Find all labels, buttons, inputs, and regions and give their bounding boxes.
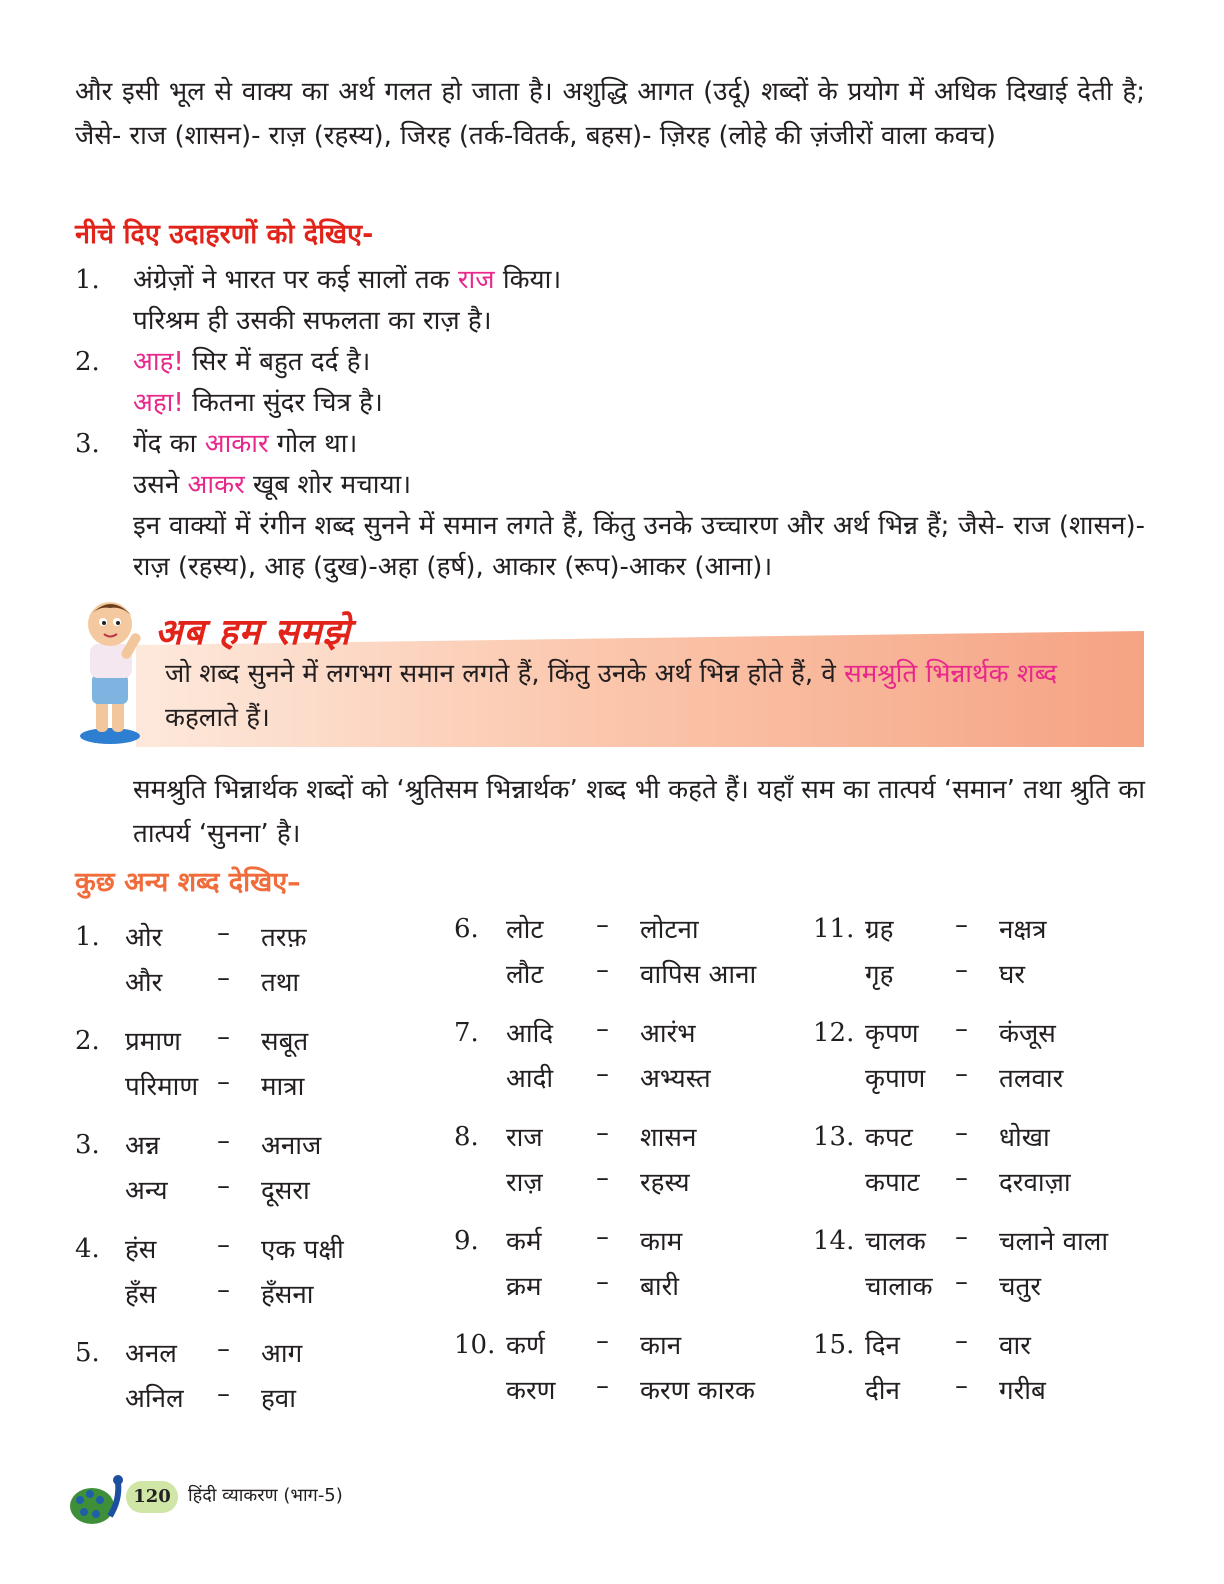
word-pair-item [75, 1230, 405, 1320]
dash: – [596, 910, 609, 940]
word: और [125, 968, 163, 998]
meaning: करण कारक [640, 1376, 755, 1406]
page-number: 120 [126, 1481, 178, 1513]
dash: – [955, 1014, 968, 1044]
item-number: 7. [454, 1018, 479, 1048]
dash: – [955, 955, 968, 985]
example-number: 1. [75, 265, 100, 295]
note-paragraph: समश्रुति भिन्नार्थक शब्दों को ‘श्रुतिसम भिन्नार्थक’ शब्द भी कहते हैं। यहाँ सम का तात्पर्य ‘समान’ तथा श्रुति का तात्पर्य ‘सुनना’ है। [133, 775, 1145, 849]
word: चालक [865, 1227, 926, 1257]
word: कृपण [865, 1019, 919, 1049]
example-sentence [133, 424, 357, 465]
word-pair-item [813, 1014, 1143, 1104]
word: हँस [125, 1280, 157, 1310]
word-pair-item [454, 1014, 784, 1104]
meaning: घर [999, 960, 1026, 990]
item-number: 9. [454, 1226, 479, 1256]
item-number: 13. [813, 1122, 855, 1152]
text: गेंद का [133, 429, 205, 459]
word: लोट [506, 915, 544, 945]
meaning: चलाने वाला [999, 1227, 1109, 1257]
dash: – [596, 1059, 609, 1089]
meaning: तथा [261, 968, 300, 998]
dash: – [217, 1126, 230, 1156]
meaning: हवा [261, 1384, 296, 1414]
example-number: 2. [75, 347, 100, 377]
box-title: अब हम समझे [155, 611, 351, 653]
meaning: एक पक्षी [261, 1235, 344, 1265]
word: कर्म [506, 1227, 542, 1257]
word-column-1 [75, 918, 405, 1458]
meaning: तलवार [999, 1064, 1064, 1094]
meaning: वार [999, 1331, 1031, 1361]
text: खूब शोर मचाया। [244, 470, 412, 500]
dash: – [596, 1326, 609, 1356]
dash: – [955, 1326, 968, 1356]
word: अन्न [125, 1131, 160, 1161]
meaning: अभ्यस्त [640, 1064, 711, 1094]
meaning: आरंभ [640, 1019, 696, 1049]
highlight-word: राज [457, 265, 495, 295]
word: चालाक [865, 1272, 933, 1302]
meaning: वापिस आना [640, 960, 757, 990]
meaning: नक्षत्र [999, 915, 1047, 945]
text: किया। [494, 265, 562, 295]
word: कृपाण [865, 1064, 926, 1094]
text: कितना सुंदर चित्र है। [183, 388, 383, 418]
word: अनल [125, 1339, 177, 1369]
example-2 [75, 342, 1145, 424]
example-sentence [133, 301, 492, 342]
word-pair-item [454, 1326, 784, 1416]
item-number: 6. [454, 914, 479, 944]
book-title: हिंदी व्याकरण (भाग-5) [188, 1485, 343, 1506]
word: दीन [865, 1376, 900, 1406]
word: परिमाण [125, 1072, 199, 1102]
word-pair-item [813, 1326, 1143, 1416]
definition-text [165, 652, 1105, 740]
example-3 [75, 424, 1145, 506]
example-sentence [133, 342, 370, 383]
word-column-2 [454, 910, 784, 1450]
meaning: काम [640, 1227, 683, 1257]
word: क्रम [506, 1272, 542, 1302]
dash: – [955, 1222, 968, 1252]
dash: – [955, 1118, 968, 1148]
dash: – [596, 955, 609, 985]
dash: – [217, 918, 230, 948]
dash: – [217, 1230, 230, 1260]
dash: – [217, 1022, 230, 1052]
dash: – [955, 1163, 968, 1193]
meaning: चतुर [999, 1272, 1041, 1302]
dash: – [596, 1267, 609, 1297]
dash: – [596, 1222, 609, 1252]
highlight-word: अहा! [133, 388, 184, 418]
meaning: गरीब [999, 1376, 1046, 1406]
meaning: आग [261, 1339, 303, 1369]
peacock-icon [70, 1470, 130, 1530]
word-pair-item [454, 1222, 784, 1312]
word-column-3 [813, 910, 1143, 1450]
word: करण [506, 1376, 556, 1406]
dash: – [596, 1014, 609, 1044]
dash: – [217, 1334, 230, 1364]
text: जो शब्द सुनने में लगभग समान लगते हैं, किंतु उनके अर्थ भिन्न होते हैं, वे [165, 659, 845, 689]
word: कर्ण [506, 1331, 545, 1361]
word: ओर [125, 923, 163, 953]
words-heading: कुछ अन्य शब्द देखिए– [75, 867, 301, 898]
word: दिन [865, 1331, 900, 1361]
examples-heading: नीचे दिए उदाहरणों को देखिए- [75, 219, 374, 250]
dash: – [955, 910, 968, 940]
meaning: कंजूस [999, 1019, 1056, 1049]
word: आदी [506, 1064, 554, 1094]
word: लौट [506, 960, 544, 990]
text: सिर में बहुत दर्द है। [183, 347, 371, 377]
meaning: तरफ़ [261, 923, 307, 953]
dash: – [955, 1059, 968, 1089]
word-pair-item [75, 918, 405, 1008]
item-number: 5. [75, 1338, 100, 1368]
text: उसने [133, 470, 188, 500]
dash: – [217, 1275, 230, 1305]
meaning: अनाज [261, 1131, 322, 1161]
example-sentence [133, 465, 411, 506]
boy-mascot-illustration [72, 596, 162, 746]
text: कहलाते हैं। [165, 703, 270, 733]
dash: – [955, 1371, 968, 1401]
meaning: दरवाज़ा [999, 1168, 1071, 1198]
item-number: 4. [75, 1234, 100, 1264]
word: ग्रह [865, 915, 894, 945]
meaning: धोखा [999, 1123, 1050, 1153]
dash: – [955, 1267, 968, 1297]
word: राज़ [506, 1168, 543, 1198]
word-pair-item [813, 1118, 1143, 1208]
dash: – [596, 1118, 609, 1148]
item-number: 11. [813, 914, 855, 944]
dash: – [596, 1371, 609, 1401]
word: राज [506, 1123, 543, 1153]
intro-paragraph: और इसी भूल से वाक्य का अर्थ गलत हो जाता है। अशुद्धि आगत (उर्दू) शब्दों के प्रयोग में अधिक दिखाई देती है; जैसे- राज (शासन)- राज़ (रहस्य), जिरह (तर्क-वितर्क, बहस)- ज़िरह (लोहे की ज़ंजीरों वाला कवच) [75, 77, 1145, 151]
item-number: 14. [813, 1226, 855, 1256]
meaning: लोटना [640, 915, 699, 945]
word-pair-item [75, 1334, 405, 1424]
item-number: 15. [813, 1330, 855, 1360]
example-sentence [133, 260, 561, 301]
meaning: बारी [640, 1272, 679, 1302]
word-pair-item [75, 1126, 405, 1216]
word: गृह [865, 960, 894, 990]
dash: – [217, 1379, 230, 1409]
word-pair-item [454, 910, 784, 1000]
highlight-word: आह! [133, 347, 184, 377]
highlight-word: आकर [187, 470, 245, 500]
word-pair-item [813, 910, 1143, 1000]
meaning: शासन [640, 1123, 697, 1153]
highlight-word: आकार [204, 429, 269, 459]
text: परिश्रम ही उसकी सफलता का राज़ है। [133, 306, 492, 336]
example-1 [75, 260, 1145, 342]
word: आदि [506, 1019, 554, 1049]
meaning: मात्रा [261, 1072, 305, 1102]
word: हंस [125, 1235, 157, 1265]
item-number: 8. [454, 1122, 479, 1152]
examples-summary: इन वाक्यों में रंगीन शब्द सुनने में समान लगते हैं, किंतु उनके उच्चारण और अर्थ भिन्न हैं; जैसे- राज (शासन)- राज़ (रहस्य), आह (दुख)-अहा (हर्ष), आकार (रूप)-आकर (आना)। [133, 511, 1145, 582]
dash: – [217, 963, 230, 993]
item-number: 10. [454, 1330, 496, 1360]
word: अन्य [125, 1176, 168, 1206]
item-number: 3. [75, 1130, 100, 1160]
example-sentence [133, 383, 383, 424]
item-number: 2. [75, 1026, 100, 1056]
dash: – [217, 1067, 230, 1097]
meaning: रहस्य [640, 1168, 690, 1198]
dash: – [596, 1163, 609, 1193]
dash: – [217, 1171, 230, 1201]
word-pair-item [813, 1222, 1143, 1312]
example-number: 3. [75, 429, 100, 459]
highlight-term: समश्रुति भिन्नार्थक शब्द [844, 659, 1058, 689]
meaning: सबूत [261, 1027, 309, 1057]
item-number: 12. [813, 1018, 855, 1048]
meaning: हँसना [261, 1280, 314, 1310]
word-pair-item [454, 1118, 784, 1208]
item-number: 1. [75, 922, 100, 952]
meaning: दूसरा [261, 1176, 310, 1206]
meaning: कान [640, 1331, 682, 1361]
word: प्रमाण [125, 1027, 181, 1057]
text: अंग्रेज़ों ने भारत पर कई सालों तक [133, 265, 458, 295]
word-pair-item [75, 1022, 405, 1112]
word: अनिल [125, 1384, 184, 1414]
text: गोल था। [268, 429, 358, 459]
word: कपाट [865, 1168, 920, 1198]
word: कपट [865, 1123, 913, 1153]
